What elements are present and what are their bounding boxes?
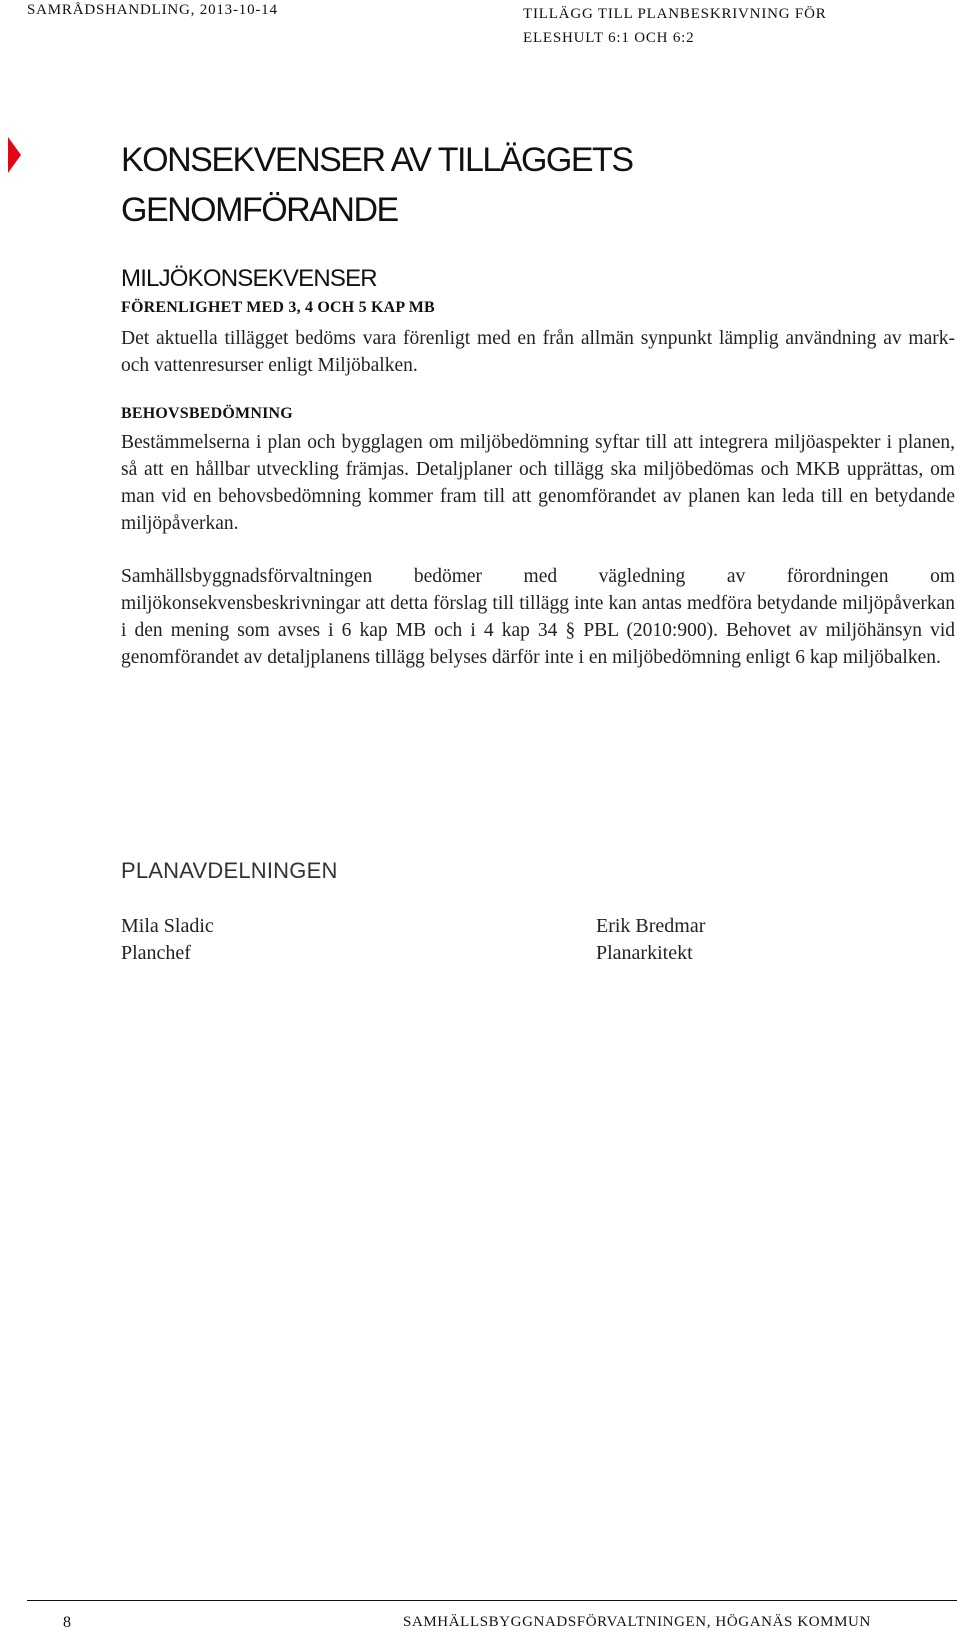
header-right-line2: ELESHULT 6:1 OCH 6:2	[523, 30, 695, 46]
signatory-name: Erik Bredmar	[596, 915, 706, 937]
subheading-behovsbedomning: BEHOVSBEDÖMNING	[121, 405, 293, 422]
red-triangle-marker-icon	[8, 137, 21, 173]
footer-text: SAMHÄLLSBYGGNADSFÖRVALTNINGEN, HÖGANÄS KOMMUN	[403, 1614, 871, 1630]
page-title-line2: GENOMFÖRANDE	[121, 191, 398, 229]
signatory-role: Planchef	[121, 942, 191, 964]
signatory-name: Mila Sladic	[121, 915, 214, 937]
page-title-line1: KONSEKVENSER AV TILLÄGGETS	[121, 141, 633, 179]
page-number: 8	[63, 1614, 71, 1631]
header-right-text	[523, 2, 827, 50]
signatory-role: Planarkitekt	[596, 942, 693, 964]
paragraph-behovsbedomning: Bestämmelserna i plan och bygglagen om miljöbedömning syftar till att integrera miljöaspekter i planen, så att en hållbar utveckling främjas. Detaljplaner och tillägg ska miljöbedömas och MKB upprättas, om man vid en behovsbedömning kommer fram till att genomförandet av planen kan leda till en betydande miljöpåverkan.	[121, 432, 955, 534]
signature-block	[121, 913, 214, 967]
paragraph-assessment: Samhällsbyggnadsförvaltningen bedömer med vägledning av förordningen om miljökonsekvensbeskrivningar att detta förslag till tillägg inte kan antas medföra betydande miljöpåverkan i den mening som avses i 6 kap MB och i 4 kap 34 § PBL (2010:900). Behovet av miljöhänsyn vid genomförandet av detaljplanens tillägg belyses därför inte i en miljöbedömning enligt 6 kap miljöbalken.	[121, 566, 955, 668]
department-name: PLANAVDELNINGEN	[121, 858, 338, 883]
header-right-line1: TILLÄGG TILL PLANBESKRIVNING FÖR	[523, 6, 827, 22]
paragraph-forenlighet: Det aktuella tillägget bedöms vara förenligt med en från allmän synpunkt lämplig användning av mark- och vattenresurser enligt Miljöbalken.	[121, 328, 955, 376]
section-heading: MILJÖKONSEKVENSER	[121, 265, 377, 292]
page-title	[121, 135, 841, 235]
footer-divider	[27, 1600, 957, 1601]
signature-block	[596, 913, 705, 967]
subheading-forenlighet: FÖRENLIGHET MED 3, 4 OCH 5 KAP MB	[121, 299, 435, 316]
header-left-text: SAMRÅDSHANDLING, 2013-10-14	[27, 2, 278, 18]
